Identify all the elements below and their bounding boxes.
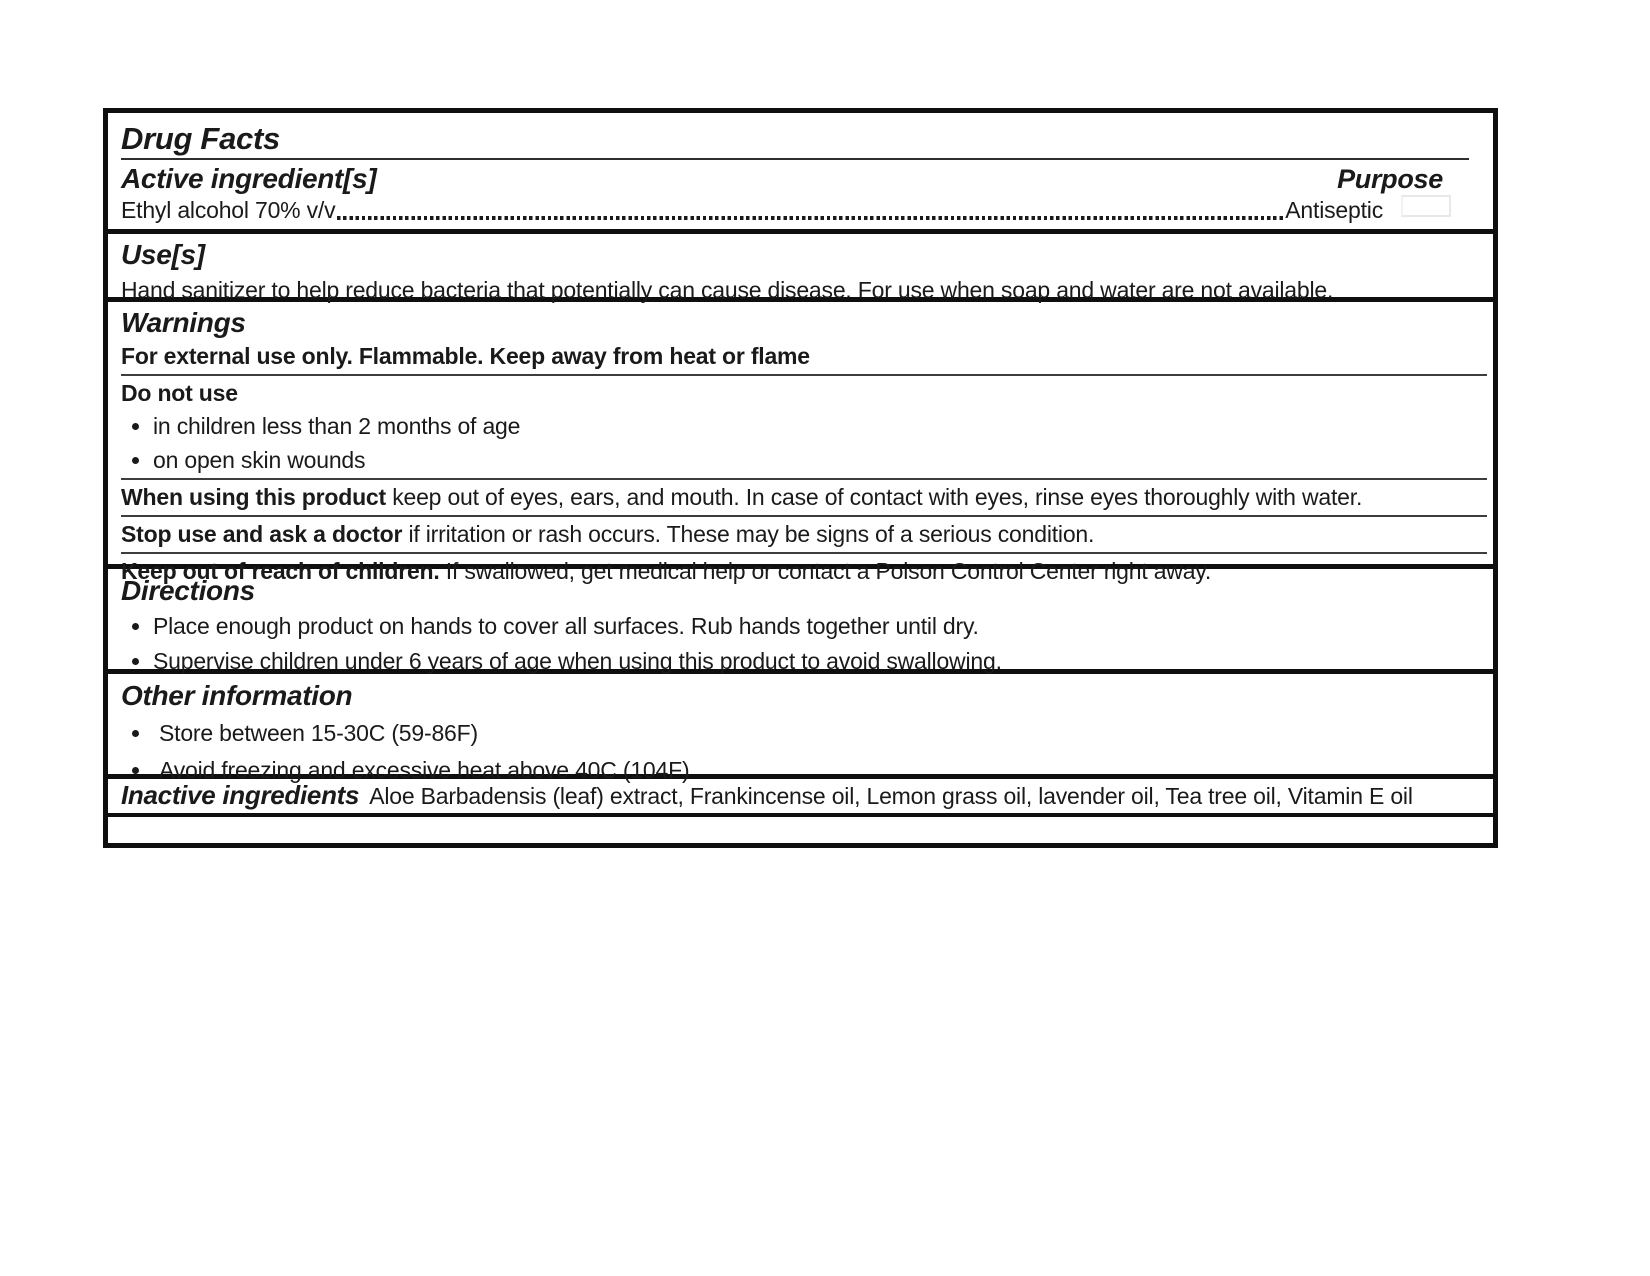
inactive-ingredients-heading: Inactive ingredients <box>121 780 360 811</box>
warnings-heading: Warnings <box>121 307 246 338</box>
section-uses <box>108 234 1493 302</box>
warnings-rule-2 <box>121 478 1487 480</box>
section-inactive-ingredients <box>108 779 1493 817</box>
do-not-use-item: • in children less than 2 months of age <box>153 412 1479 442</box>
other-information-item: • Avoid freezing and excessive heat above 40C (104F) <box>153 756 1479 786</box>
keep-out-rest: If swallowed, get medical help or contact a Poison Control Center right away. <box>439 557 1212 584</box>
active-ingredient-header-row <box>121 163 1479 195</box>
uses-body: Hand sanitizer to help reduce bacteria that potentially can cause disease. For use when soap and water are not available. <box>121 277 1334 304</box>
directions-heading: Directions <box>121 575 255 606</box>
stop-use-lead: Stop use and ask a doctor <box>121 521 403 548</box>
warnings-rule-1 <box>121 374 1487 376</box>
active-ingredient-row <box>121 196 1383 225</box>
keep-out-lead: Keep out of reach of children. <box>121 557 440 584</box>
other-information-list <box>121 719 1479 786</box>
section-other-information <box>108 674 1493 784</box>
section-title <box>108 113 1493 160</box>
other-information-heading: Other information <box>121 680 353 711</box>
purpose-heading: Purpose <box>1337 164 1443 194</box>
directions-item: • Place enough product on hands to cover all surfaces. Rub hands together until dry. <box>153 612 1479 642</box>
warnings-flammable-line: For external use only. Flammable. Keep away from heat or flame <box>121 343 810 370</box>
directions-list <box>121 612 1479 677</box>
other-information-item: • Store between 15-30C (59-86F) <box>153 719 1479 749</box>
scan-artifact <box>1401 195 1451 217</box>
do-not-use-heading: Do not use <box>121 379 238 406</box>
directions-item: • Supervise children under 6 years of age when using this product to avoid swallowing. <box>153 647 1479 677</box>
drug-facts-panel <box>103 108 1498 848</box>
do-not-use-list <box>121 412 1479 476</box>
when-using-rest: keep out of eyes, ears, and mouth. In case of contact with eyes, rinse eyes thoroughly with water. <box>386 484 1363 511</box>
when-using-lead: When using this product <box>121 484 386 511</box>
drug-facts-title: Drug Facts <box>121 121 280 156</box>
stop-use-line <box>121 520 1479 549</box>
section-active-ingredient <box>108 160 1493 234</box>
when-using-line <box>121 483 1479 512</box>
active-ingredient-name: Ethyl alcohol 70% v/v <box>121 197 336 224</box>
section-directions <box>108 569 1493 674</box>
section-warnings <box>108 302 1493 584</box>
active-ingredient-heading: Active ingredient[s] <box>121 163 377 194</box>
dotted-leader <box>337 216 1283 220</box>
warnings-rule-4 <box>121 552 1487 554</box>
purpose-value: Antiseptic <box>1285 197 1383 224</box>
section-empty-row <box>108 817 1493 843</box>
warnings-rule-3 <box>121 515 1487 517</box>
inactive-ingredients-body: Aloe Barbadensis (leaf) extract, Frankincense oil, Lemon grass oil, lavender oil, Tea tree oil, Vitamin E oil <box>369 782 1413 809</box>
uses-heading: Use[s] <box>121 239 205 270</box>
do-not-use-item: • on open skin wounds <box>153 446 1479 476</box>
stop-use-rest: if irritation or rash occurs. These may be signs of a serious condition. <box>402 521 1095 548</box>
